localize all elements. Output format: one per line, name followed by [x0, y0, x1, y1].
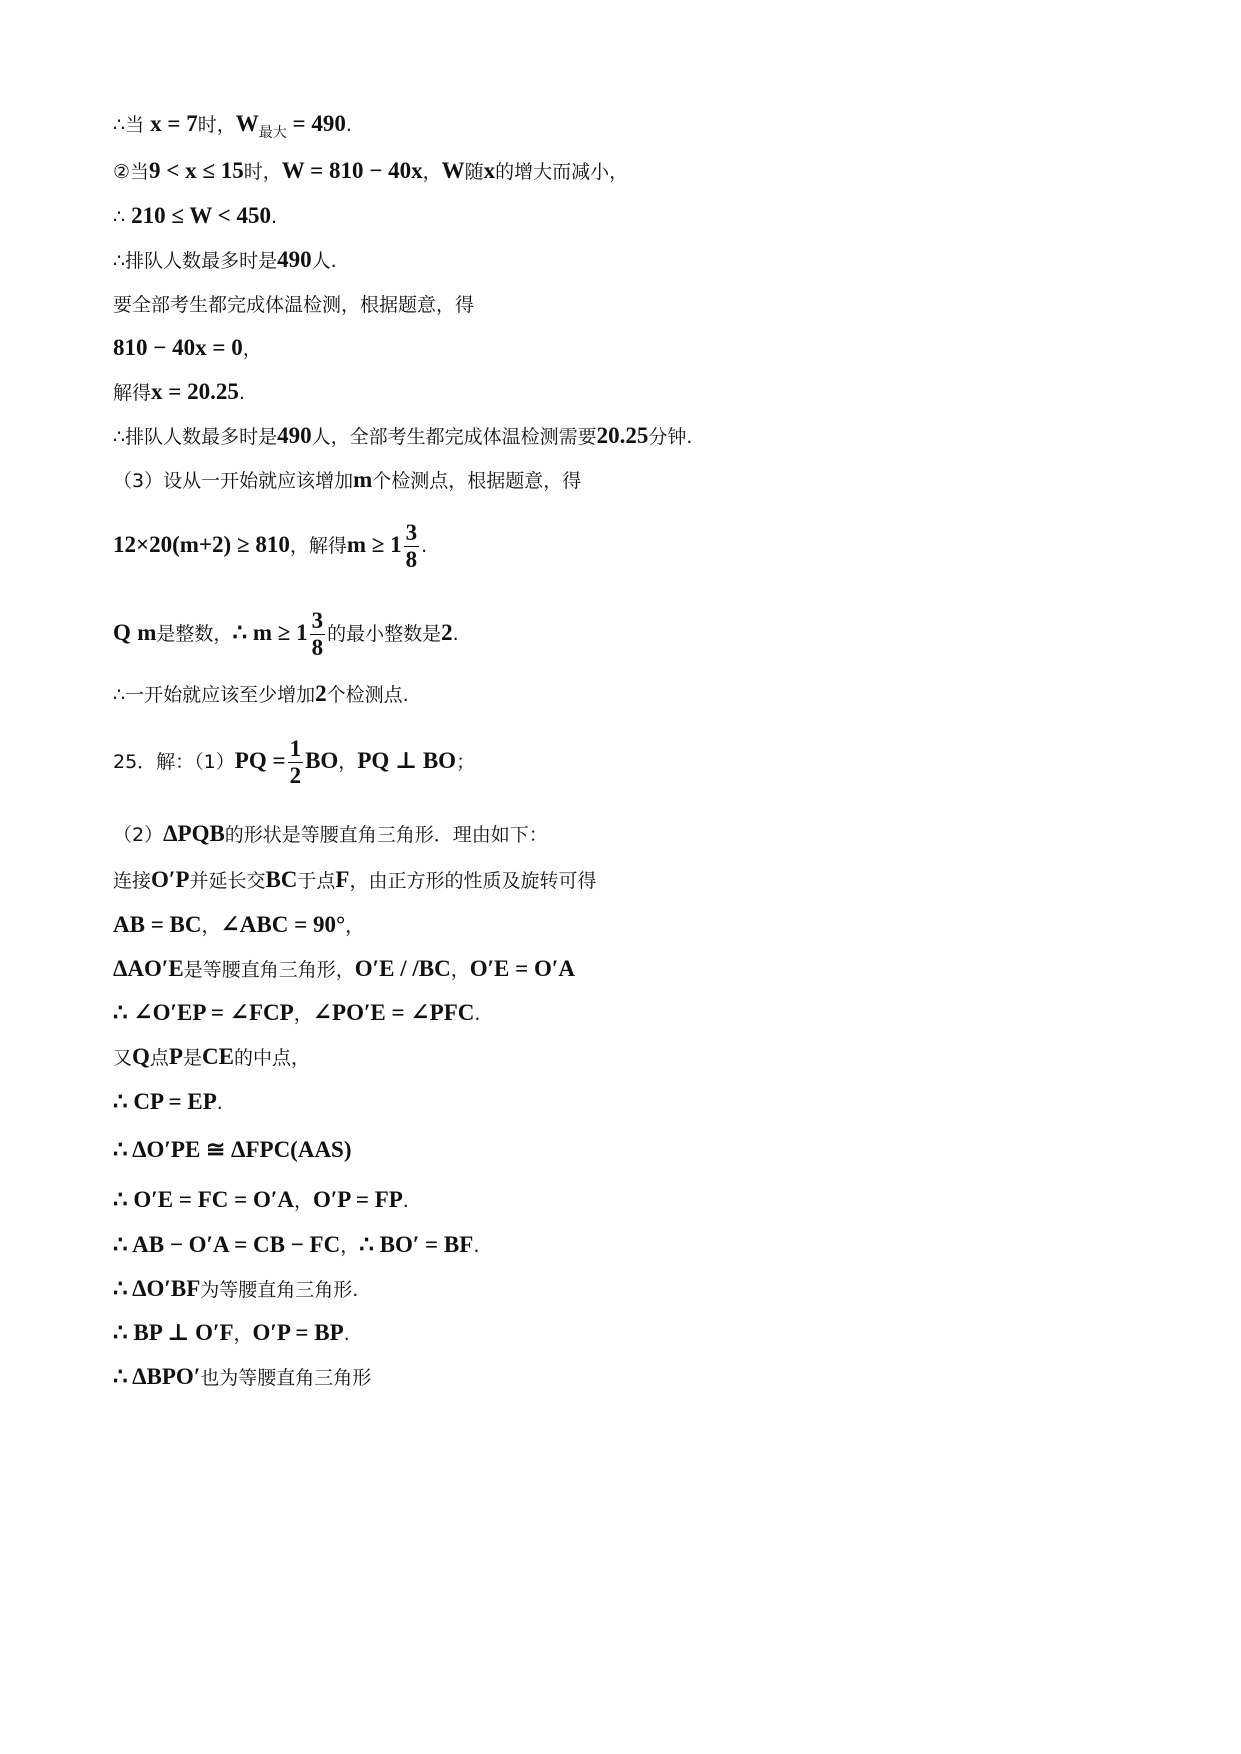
fraction: $\frac{3}{8}$: [311, 608, 324, 660]
solution-line: ∴ O′E = FC = O′A，O′P = FP.: [113, 1187, 409, 1212]
solution-line: ∴当 x = 7时，$W_{最大} = 490$.: [113, 111, 352, 141]
solution-line: ∴ AB − O′A = CB − FC，∴ BO′ = BF.: [113, 1232, 480, 1257]
solution-line: ∴排队人数最多时是490人.: [113, 247, 337, 272]
solution-line: ∴排队人数最多时是490人，全部考生都完成体温检测需要20.25分钟.: [113, 423, 693, 448]
solution-line: 解得x = 20.25.: [113, 379, 245, 404]
solution-line: ②当9 < x ≤ 15时，W = 810 − 40x，W随x的增大而减小，: [113, 158, 629, 183]
solution-line: ∴ ΔBPO′也为等腰直角三角形: [113, 1364, 372, 1389]
solution-line: AB = BC，∠ABC = 90°，: [113, 912, 365, 937]
solution-line: ΔAO′E是等腰直角三角形，O′E / /BC，O′E = O′A: [113, 956, 575, 981]
solution-line: ∴ ∠O′EP = ∠FCP，∠PO′E = ∠PFC.: [113, 1000, 481, 1025]
solution-line: 810 − 40x = 0，: [113, 335, 262, 360]
solution-line: ∴ ΔO′PE ≅ ΔFPC(AAS): [113, 1137, 352, 1162]
solution-line: （2）ΔPQB的形状是等腰直角三角形．理由如下：: [113, 821, 548, 846]
solution-line: ∴一开始就应该至少增加2个检测点.: [113, 681, 409, 706]
solution-line: Q m是整数，∴ m ≥ 1 $\frac{3}{8}$ 的最小整数是2.: [113, 608, 459, 660]
fraction: $\frac{1}{2}$: [289, 736, 302, 788]
solution-line: 连接O′P并延长交BC于点F，由正方形的性质及旋转可得: [113, 867, 597, 892]
fraction: $\frac{3}{8}$: [405, 520, 418, 572]
solution-line: 12×20(m+2) ≥ 810，解得m ≥ 1 $\frac{3}{8}$ .: [113, 520, 428, 572]
solution-line: 又Q点P是CE的中点，: [113, 1044, 310, 1069]
solution-line: ∴ ΔO′BF为等腰直角三角形.: [113, 1276, 359, 1301]
solution-line: 25．解：（1）PQ = $\frac{1}{2}$ BO，PQ ⊥ BO；: [113, 736, 476, 788]
solution-line: ∴ BP ⊥ O′F，O′P = BP.: [113, 1320, 350, 1345]
solution-line: ∴ CP = EP.: [113, 1089, 223, 1114]
solution-line: 要全部考生都完成体温检测，根据题意，得: [113, 294, 475, 316]
solution-line: （3）设从一开始就应该增加m个检测点，根据题意，得: [113, 467, 582, 492]
solution-line: ∴ 210 ≤ W < 450.: [113, 203, 278, 228]
